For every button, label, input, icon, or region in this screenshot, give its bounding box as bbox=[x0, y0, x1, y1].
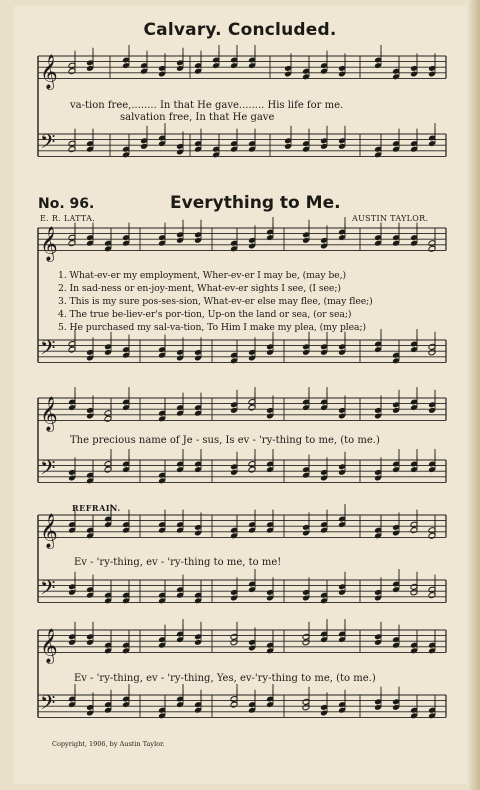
svg-text:𝄞: 𝄞 bbox=[40, 513, 58, 549]
hymn-title: Everything to Me. bbox=[170, 193, 341, 213]
verse-line-5: 5. He purchased my sal-va-tion, To Him I make my plea, (my plea;) bbox=[58, 322, 367, 333]
verse-line-2: 2. In sad-ness or en-joy-ment, What-ev-er sights I see, (I see;) bbox=[58, 283, 341, 294]
svg-text:𝄞: 𝄞 bbox=[40, 396, 58, 432]
page-title: Calvary. Concluded. bbox=[143, 20, 337, 40]
verse-line-3: 3. This is my sure pos-ses-sion, What-ev-er else may flee, (may flee;) bbox=[58, 296, 373, 307]
svg-text:𝄞: 𝄞 bbox=[40, 54, 58, 90]
system1-lyric-lower: salvation free, In that He gave bbox=[120, 112, 275, 123]
verse-line-1: 1. What-ev-er my employment, Wher-ev-er I may be, (may be,) bbox=[58, 270, 346, 281]
svg-text:𝄢: 𝄢 bbox=[40, 129, 56, 158]
hymn-number: No. 96. bbox=[38, 196, 95, 212]
svg-text:𝄞: 𝄞 bbox=[40, 628, 58, 664]
system4-lyric: Ev - 'ry-thing, ev - 'ry-thing to me, to me! bbox=[74, 557, 282, 568]
svg-text:𝄢: 𝄢 bbox=[40, 455, 56, 484]
author-credit: E. R. LATTA. bbox=[40, 214, 95, 223]
svg-text:𝄢: 𝄢 bbox=[40, 690, 56, 719]
system5-lyric: Ev - 'ry-thing, ev - 'ry-thing, Yes, ev-'ry-thing to me, (to me.) bbox=[74, 673, 376, 684]
refrain-label: REFRAIN. bbox=[72, 503, 121, 513]
svg-text:𝄢: 𝄢 bbox=[40, 575, 56, 604]
composer-credit: AUSTIN TAYLOR. bbox=[352, 214, 429, 223]
copyright-notice: Copyright, 1906, by Austin Taylor. bbox=[52, 740, 165, 748]
svg-text:𝄢: 𝄢 bbox=[40, 335, 56, 364]
system1-lyric-upper: va-tion free,........ In that He gave........ His life for me. bbox=[70, 100, 344, 111]
system3-lyric: The precious name of Je - sus, Is ev - 'ry-thing to me, (to me.) bbox=[70, 435, 380, 446]
svg-text:𝄞: 𝄞 bbox=[40, 226, 58, 262]
verse-line-4: 4. The true be-liev-er's por-tion, Up-on the land or sea, (or sea;) bbox=[58, 309, 352, 320]
